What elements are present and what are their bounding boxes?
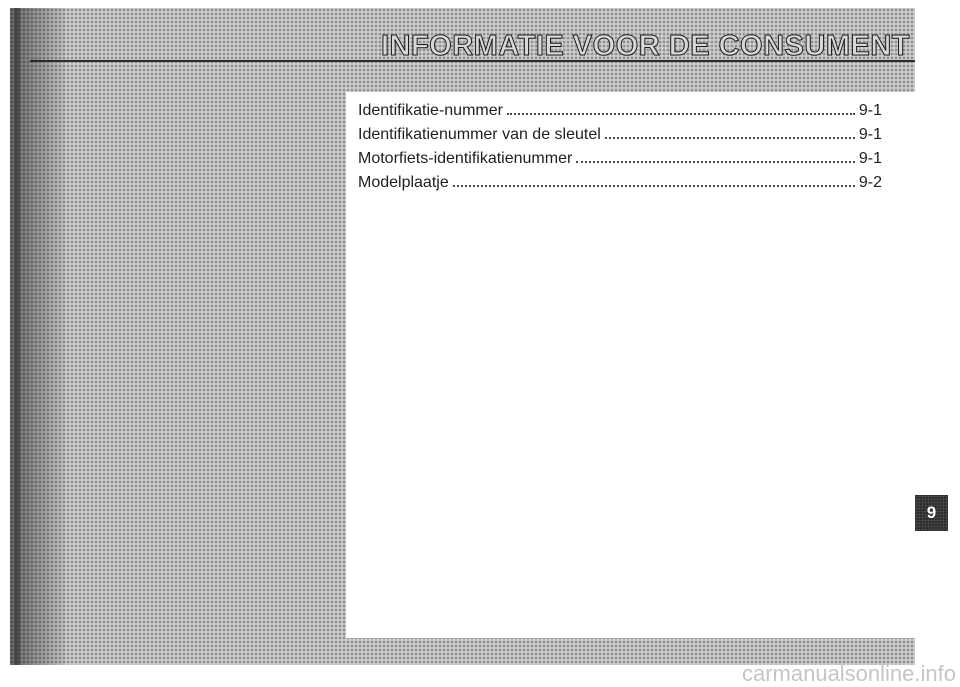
toc-entry-page: 9-1: [858, 126, 882, 143]
chapter-tab-number: 9: [926, 503, 937, 522]
toc-dot-leader: [576, 161, 855, 163]
toc-panel: [346, 92, 915, 638]
toc-entry[interactable]: [358, 150, 882, 174]
toc-entry[interactable]: [358, 174, 882, 198]
header-rule: [30, 60, 915, 62]
page-title: INFORMATIE VOOR DE CONSUMENT: [380, 30, 910, 62]
toc-entry[interactable]: [358, 126, 882, 150]
toc-entry-label: Identifikatienummer van de sleutel: [358, 126, 601, 143]
page-spine: [14, 8, 20, 665]
chapter-tab[interactable]: [915, 495, 948, 531]
toc-entry-page: 9-1: [858, 102, 882, 119]
toc-entry-page: 9-2: [858, 174, 882, 191]
toc-entry-label: Motorfiets-identifikatienummer: [358, 150, 573, 167]
watermark: carmanualsonline.info: [741, 661, 956, 686]
toc-dot-leader: [605, 137, 855, 139]
toc-entry-page: 9-1: [858, 150, 882, 167]
toc-entry[interactable]: [358, 102, 882, 126]
toc-entry-label: Modelplaatje: [358, 174, 449, 191]
toc-dot-leader: [453, 185, 855, 187]
toc-dot-leader: [507, 113, 855, 115]
toc-entry-label: Identifikatie-nummer: [358, 102, 503, 119]
table-of-contents: [358, 102, 882, 198]
